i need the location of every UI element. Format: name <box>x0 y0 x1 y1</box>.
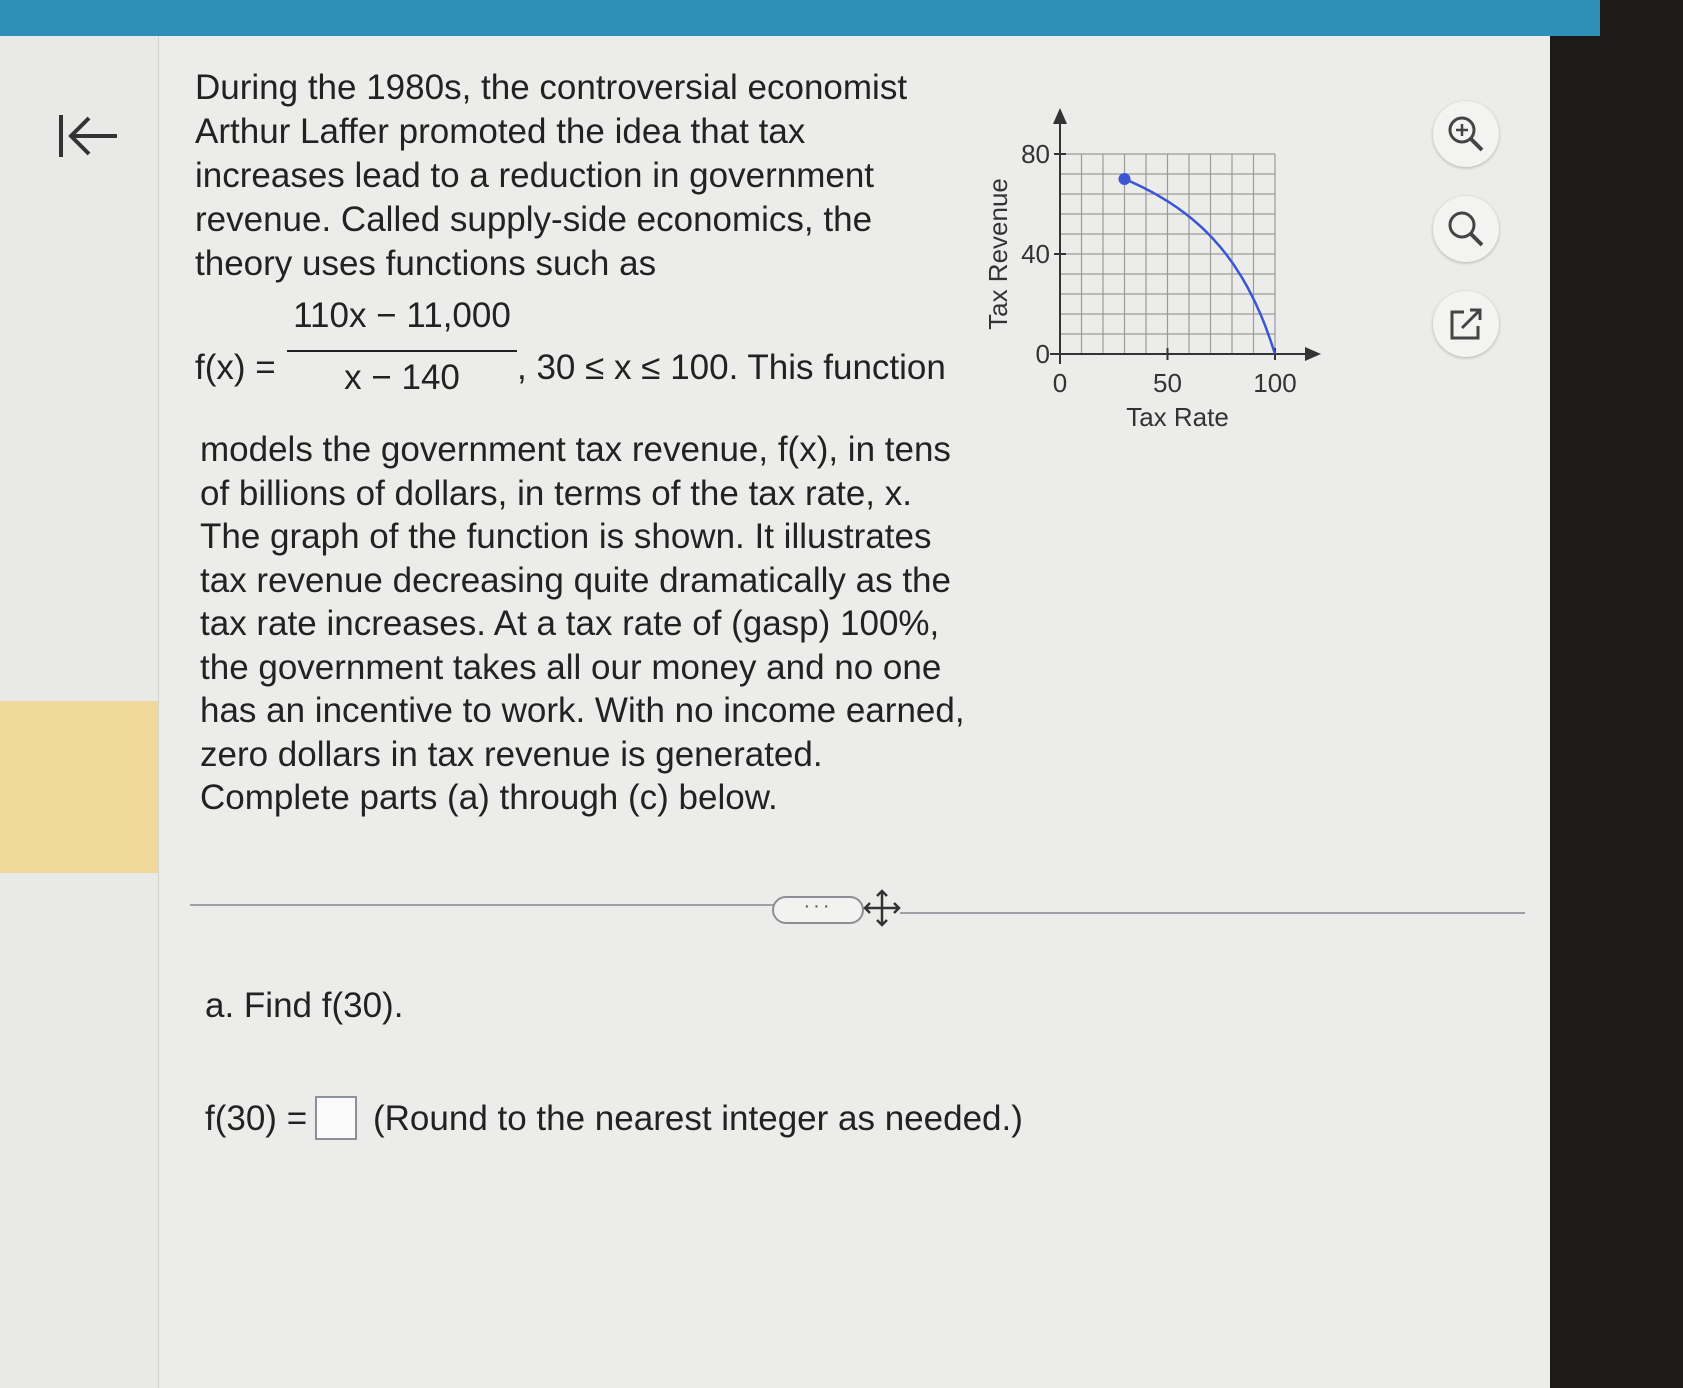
answer-label: f(30) = <box>205 1099 308 1138</box>
revenue-graph <box>983 96 1420 456</box>
y-axis-label: Tax Revenue <box>983 178 1013 330</box>
move-handle[interactable] <box>862 888 902 928</box>
zoom-out-button[interactable] <box>1433 196 1499 262</box>
problem-line: theory uses functions such as <box>195 244 657 283</box>
zoom-out-icon <box>1444 207 1488 251</box>
curve-start-point <box>1119 173 1131 185</box>
graph-svg <box>983 96 1420 456</box>
revenue-curve <box>1125 179 1276 354</box>
formula-numerator: 110x − 11,000 <box>293 296 511 335</box>
graph-axes <box>1050 108 1321 364</box>
x-axis-arrow <box>1305 347 1321 361</box>
left-sidebar <box>0 36 159 1388</box>
problem-line: has an incentive to work. With no income earned, <box>200 691 965 730</box>
problem-line: During the 1980s, the controversial economist <box>195 68 908 107</box>
show-more-button[interactable]: ··· <box>772 896 864 924</box>
external-link-icon <box>1446 304 1486 344</box>
popout-button[interactable] <box>1433 291 1499 357</box>
problem-line: increases lead to a reduction in government <box>195 156 875 195</box>
formula-lhs: f(x) = <box>195 348 276 387</box>
problem-screen <box>0 36 1550 1388</box>
graph-ticks <box>1021 139 1297 398</box>
y-axis-arrow <box>1053 108 1067 124</box>
fraction-bar <box>287 350 517 352</box>
problem-line: models the government tax revenue, f(x), in tens <box>200 430 951 469</box>
y-tick-label: 0 <box>1035 339 1050 369</box>
collapse-left-icon <box>57 111 121 161</box>
problem-line: the government takes all our money and no one <box>200 647 942 687</box>
x-tick-label: 50 <box>1153 368 1182 398</box>
answer-input[interactable] <box>315 1096 357 1140</box>
graph-tools <box>1425 81 1515 371</box>
problem-line: Arthur Laffer promoted the idea that tax <box>195 112 806 151</box>
problem-line: tax revenue decreasing quite dramatically as the <box>200 560 951 600</box>
part-a-question: a. Find f(30). <box>205 986 404 1025</box>
section-divider <box>900 912 1525 914</box>
problem-line: of billions of dollars, in terms of the tax rate, x. <box>200 473 912 513</box>
collapse-panel-button[interactable] <box>52 106 126 166</box>
y-tick-label: 40 <box>1021 239 1050 269</box>
rounding-hint: (Round to the nearest integer as needed.) <box>373 1099 1023 1138</box>
formula-denominator: x − 140 <box>344 358 460 397</box>
problem-line: revenue. Called supply-side economics, the <box>195 200 873 239</box>
problem-text-continued <box>200 428 1000 820</box>
problem-line: zero dollars in tax revenue is generated. <box>200 734 823 774</box>
x-tick-label: 100 <box>1253 368 1297 398</box>
x-axis-label: Tax Rate <box>1126 402 1229 432</box>
y-tick-label: 80 <box>1021 139 1050 169</box>
problem-text <box>195 66 995 286</box>
top-bar <box>0 0 1600 36</box>
x-tick-label: 0 <box>1052 368 1068 398</box>
sidebar-highlight <box>0 701 158 873</box>
move-icon <box>862 888 902 928</box>
zoom-in-button[interactable] <box>1433 101 1499 167</box>
graph-grid <box>1060 154 1275 354</box>
problem-line: The graph of the function is shown. It illustrates <box>200 517 932 556</box>
problem-line: Complete parts (a) through (c) below. <box>200 778 778 817</box>
section-divider <box>190 904 775 906</box>
zoom-in-icon <box>1444 112 1488 156</box>
formula-domain: , 30 ≤ x ≤ 100. This function <box>517 348 946 387</box>
formula <box>195 296 995 416</box>
problem-line: tax rate increases. At a tax rate of (gasp) 100%, <box>200 604 940 643</box>
